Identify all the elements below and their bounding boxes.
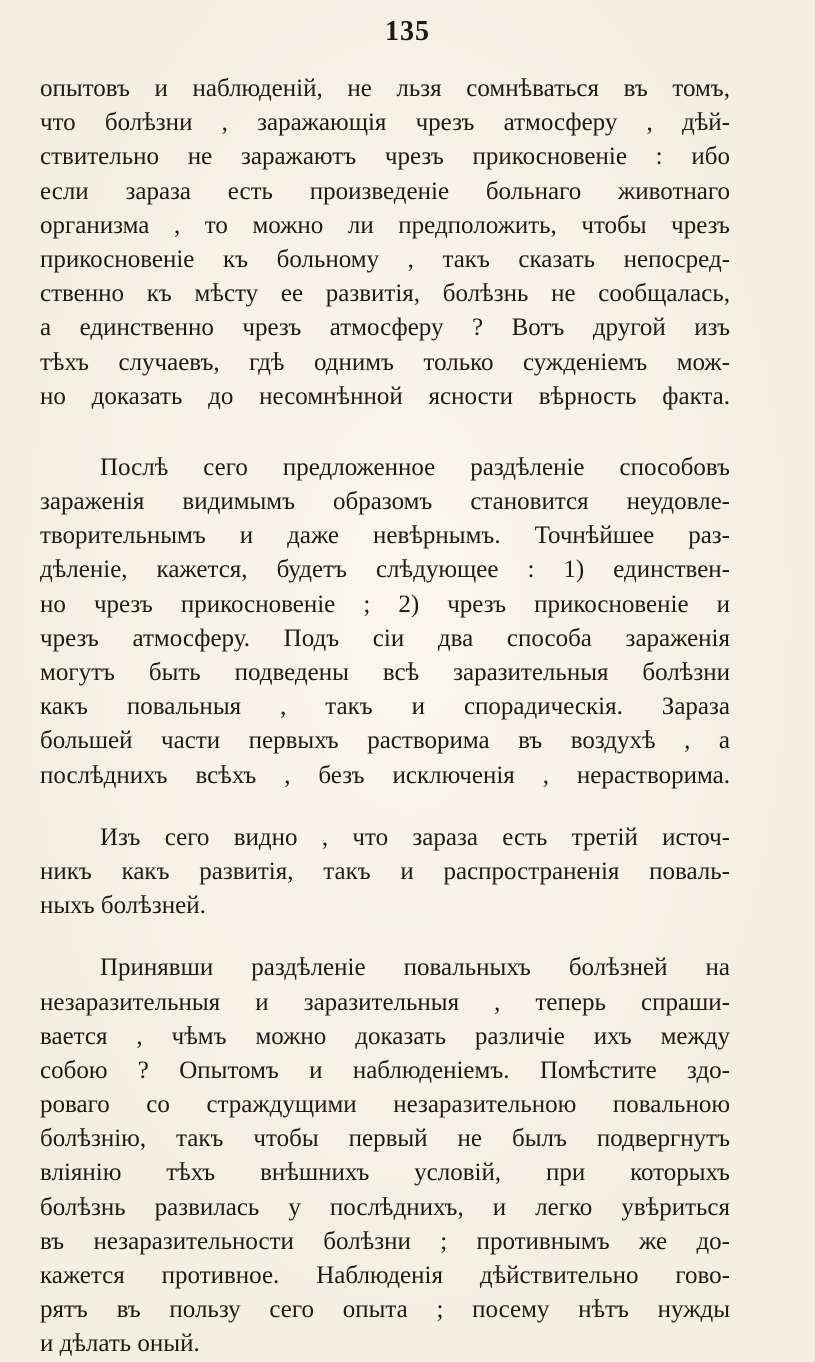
- text-line: творительнымъ и даже невѣрнымъ. Точнѣйшее раз-: [40, 522, 730, 550]
- text-line: и дѣлать оный.: [40, 1330, 200, 1358]
- text-line: вліянію тѣхъ внѣшнихъ условій, при которыхъ: [40, 1159, 730, 1187]
- text-line: зараженія видимымъ образомъ становится неудовле-: [40, 488, 730, 516]
- text-line: могутъ быть подведены всѣ заразительныя болѣзни: [40, 659, 730, 686]
- text-line: никъ какъ развитія, такъ и распространенія поваль-: [40, 857, 730, 885]
- paragraph-4: [40, 951, 730, 1361]
- paragraph-gap: [40, 414, 730, 451]
- text-line: если зараза есть произведеніе больнаго животнаго: [40, 177, 730, 205]
- text-line: незаразительныя и заразительныя , теперь спраши-: [40, 988, 730, 1016]
- text-line: организма , то можно ли предположить, чтобы чрезъ: [40, 211, 730, 239]
- text-line: какъ повальныя , такъ и спорадическія. Зараза: [40, 693, 730, 721]
- body-text: [40, 72, 730, 1362]
- text-line: но доказать до несомнѣнной ясности вѣрность факта.: [40, 382, 730, 410]
- text-line: ственно къ мѣсту ее развитія, болѣзнь не сообщалась,: [40, 280, 730, 308]
- text-line: кажется противное. Наблюденія дѣйствительно гово-: [40, 1262, 730, 1289]
- text-line: болѣзнію, такъ чтобы первый не былъ подвергнутъ: [40, 1125, 730, 1153]
- text-line: дѣленіе, кажется, будетъ слѣдующее : 1) единствен-: [40, 556, 730, 584]
- text-line: болѣзнь развилась у послѣднихъ, и легко увѣриться: [40, 1193, 730, 1221]
- paragraph-gap: [40, 793, 730, 821]
- text-line: Принявши раздѣленіе повальныхъ болѣзней на: [100, 954, 730, 982]
- text-line: опытовъ и наблюденій, не льзя сомнѣваться въ томъ,: [40, 75, 730, 102]
- text-line: собою ? Опытомъ и наблюденіемъ. Помѣстите здо-: [40, 1056, 730, 1084]
- text-line: прикосновеніе къ больному , такъ сказать непосред-: [40, 245, 730, 273]
- text-line: что болѣзни , заражающія чрезъ атмосферу , дѣй-: [40, 109, 730, 137]
- paragraph-1: [40, 72, 730, 414]
- paragraph-2: [40, 451, 730, 793]
- text-line: ствительно не заражаютъ чрезъ прикосновеніе : ибо: [40, 143, 730, 171]
- page-number: 135: [385, 16, 430, 47]
- text-line: но чрезъ прикосновеніе ; 2) чрезъ прикосновеніе и: [40, 590, 730, 618]
- paragraph-gap: [40, 923, 730, 951]
- text-line: въ незаразительности болѣзни ; противнымъ же до-: [40, 1227, 730, 1255]
- text-line: большей части первыхъ растворима въ воздухѣ , а: [40, 727, 730, 755]
- text-line: ныхъ болѣзней.: [40, 892, 206, 920]
- text-line: тѣхъ случаевъ, гдѣ однимъ только сужденіемъ мож-: [40, 348, 730, 376]
- paragraph-3: [40, 821, 730, 924]
- text-line: Изъ сего видно , что зараза есть третій источ-: [100, 823, 730, 851]
- text-line: послѣднихъ всѣхъ , безъ исключенія , нерастворима.: [40, 761, 730, 789]
- text-line: а единственно чрезъ атмосферу ? Вотъ другой изъ: [40, 314, 730, 342]
- text-line: чрезъ атмосферу. Подъ сіи два способа зараженія: [40, 624, 730, 652]
- text-line: роваго со страждущими незаразительною повальною: [40, 1091, 730, 1119]
- text-line: Послѣ сего предложенное раздѣленіе способовъ: [100, 453, 730, 481]
- text-line: рятъ въ пользу сего опыта ; посему нѣтъ нужды: [40, 1296, 730, 1324]
- text-line: вается , чѣмъ можно доказать различіе ихъ между: [40, 1022, 730, 1050]
